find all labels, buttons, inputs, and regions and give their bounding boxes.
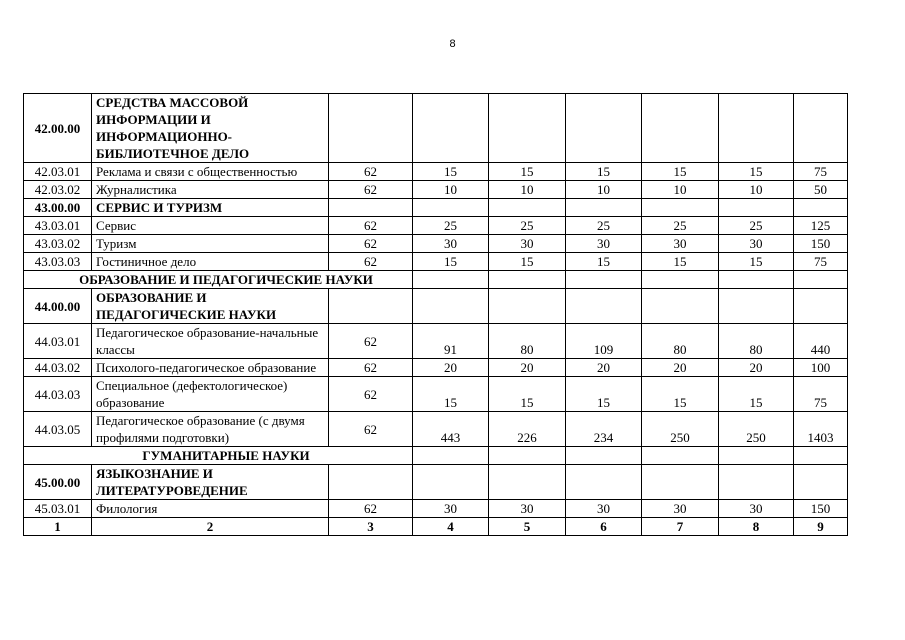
table-row (24, 163, 848, 181)
total-cell: 75 (794, 377, 848, 412)
program-name: Педагогическое образование (с двумя профилями подготовки) (92, 412, 329, 447)
column-number: 2 (92, 518, 329, 536)
program-code: 44.03.05 (24, 412, 92, 447)
value-cell: 10 (489, 181, 566, 199)
table-row (24, 217, 848, 235)
value-cell (489, 465, 566, 500)
study-term-cell: 62 (329, 163, 413, 181)
value-cell: 15 (413, 163, 489, 181)
value-cell: 80 (642, 324, 719, 359)
group-code: 45.00.00 (24, 465, 92, 500)
value-cell: 20 (413, 359, 489, 377)
program-name: Гостиничное дело (92, 253, 329, 271)
section-title: ГУМАНИТАРНЫЕ НАУКИ (24, 447, 413, 465)
program-code: 42.03.01 (24, 163, 92, 181)
value-cell (719, 465, 794, 500)
group-name: СРЕДСТВА МАССОВОЙ ИНФОРМАЦИИ И ИНФОРМАЦИОННО-БИБЛИОТЕЧНОЕ ДЕЛО (92, 94, 329, 163)
value-cell (642, 465, 719, 500)
program-name: Педагогическое образование-начальные классы (92, 324, 329, 359)
study-term-cell: 62 (329, 359, 413, 377)
column-number: 6 (566, 518, 642, 536)
total-cell: 150 (794, 500, 848, 518)
program-code: 42.03.02 (24, 181, 92, 199)
table-row (24, 253, 848, 271)
group-name: ЯЗЫКОЗНАНИЕ И ЛИТЕРАТУРОВЕДЕНИЕ (92, 465, 329, 500)
value-cell: 30 (642, 500, 719, 518)
total-cell: 50 (794, 181, 848, 199)
value-cell: 15 (413, 377, 489, 412)
group-code: 43.00.00 (24, 199, 92, 217)
column-number: 7 (642, 518, 719, 536)
total-cell (794, 289, 848, 324)
study-term-cell (329, 94, 413, 163)
page-number: 8 (449, 38, 456, 50)
value-cell: 10 (413, 181, 489, 199)
value-cell: 25 (719, 217, 794, 235)
table-row (24, 94, 848, 163)
value-cell (566, 289, 642, 324)
program-name: Сервис (92, 217, 329, 235)
total-cell (794, 94, 848, 163)
section-title: ОБРАЗОВАНИЕ И ПЕДАГОГИЧЕСКИЕ НАУКИ (24, 271, 413, 289)
value-cell: 25 (489, 217, 566, 235)
value-cell: 20 (719, 359, 794, 377)
value-cell: 10 (566, 181, 642, 199)
table-cell (642, 447, 719, 465)
total-cell: 440 (794, 324, 848, 359)
admission-plan-table (23, 93, 848, 536)
study-term-cell: 62 (329, 377, 413, 412)
value-cell: 91 (413, 324, 489, 359)
table-cell (719, 271, 794, 289)
column-number: 3 (329, 518, 413, 536)
table-row (24, 500, 848, 518)
table-cell (794, 271, 848, 289)
value-cell (489, 94, 566, 163)
table-row (24, 465, 848, 500)
study-term-cell: 62 (329, 253, 413, 271)
table-cell (566, 447, 642, 465)
value-cell: 30 (413, 500, 489, 518)
study-term-cell: 62 (329, 500, 413, 518)
value-cell: 109 (566, 324, 642, 359)
value-cell: 80 (489, 324, 566, 359)
total-cell: 75 (794, 253, 848, 271)
table-cell (413, 447, 489, 465)
program-name: Филология (92, 500, 329, 518)
total-cell (794, 465, 848, 500)
table-cell (489, 271, 566, 289)
program-code: 43.03.02 (24, 235, 92, 253)
value-cell: 30 (719, 500, 794, 518)
value-cell: 25 (642, 217, 719, 235)
table-row (24, 271, 848, 289)
program-name: Психолого-педагогическое образование (92, 359, 329, 377)
total-cell: 125 (794, 217, 848, 235)
value-cell: 15 (413, 253, 489, 271)
study-term-cell: 62 (329, 412, 413, 447)
study-term-cell (329, 465, 413, 500)
study-term-cell (329, 289, 413, 324)
value-cell: 15 (719, 377, 794, 412)
value-cell: 443 (413, 412, 489, 447)
value-cell: 15 (489, 377, 566, 412)
column-number: 5 (489, 518, 566, 536)
value-cell: 250 (642, 412, 719, 447)
value-cell (642, 199, 719, 217)
value-cell: 226 (489, 412, 566, 447)
group-name: СЕРВИС И ТУРИЗМ (92, 199, 329, 217)
program-name: Туризм (92, 235, 329, 253)
table-cell (719, 447, 794, 465)
value-cell: 30 (413, 235, 489, 253)
value-cell (642, 289, 719, 324)
value-cell (566, 465, 642, 500)
table-row (24, 359, 848, 377)
group-code: 44.00.00 (24, 289, 92, 324)
value-cell: 15 (642, 253, 719, 271)
value-cell (413, 465, 489, 500)
value-cell: 234 (566, 412, 642, 447)
value-cell: 30 (719, 235, 794, 253)
column-number: 1 (24, 518, 92, 536)
table-row (24, 181, 848, 199)
table-cell (489, 447, 566, 465)
column-number: 8 (719, 518, 794, 536)
value-cell (642, 94, 719, 163)
column-number: 4 (413, 518, 489, 536)
table-row (24, 199, 848, 217)
value-cell: 10 (719, 181, 794, 199)
table-row (24, 377, 848, 412)
value-cell (489, 289, 566, 324)
table-cell (794, 447, 848, 465)
program-code: 43.03.03 (24, 253, 92, 271)
total-cell (794, 199, 848, 217)
program-code: 44.03.02 (24, 359, 92, 377)
program-code: 45.03.01 (24, 500, 92, 518)
value-cell: 15 (566, 377, 642, 412)
value-cell (719, 94, 794, 163)
program-name: Специальное (дефектологическое) образование (92, 377, 329, 412)
program-name: Реклама и связи с общественностью (92, 163, 329, 181)
table-row (24, 447, 848, 465)
total-cell: 100 (794, 359, 848, 377)
column-number-row (24, 518, 848, 536)
value-cell: 30 (642, 235, 719, 253)
value-cell: 25 (566, 217, 642, 235)
value-cell (413, 94, 489, 163)
value-cell: 20 (642, 359, 719, 377)
program-name: Журналистика (92, 181, 329, 199)
value-cell: 15 (642, 377, 719, 412)
program-code: 44.03.03 (24, 377, 92, 412)
value-cell (566, 94, 642, 163)
table-row (24, 324, 848, 359)
program-code: 43.03.01 (24, 217, 92, 235)
total-cell: 1403 (794, 412, 848, 447)
value-cell: 30 (566, 500, 642, 518)
study-term-cell: 62 (329, 235, 413, 253)
value-cell (413, 289, 489, 324)
value-cell: 30 (489, 235, 566, 253)
value-cell: 25 (413, 217, 489, 235)
study-term-cell: 62 (329, 217, 413, 235)
value-cell (719, 199, 794, 217)
group-code: 42.00.00 (24, 94, 92, 163)
value-cell: 15 (566, 163, 642, 181)
value-cell: 15 (489, 253, 566, 271)
total-cell: 150 (794, 235, 848, 253)
value-cell (413, 199, 489, 217)
value-cell: 20 (489, 359, 566, 377)
value-cell (566, 199, 642, 217)
value-cell: 80 (719, 324, 794, 359)
value-cell: 30 (489, 500, 566, 518)
table-cell (642, 271, 719, 289)
value-cell: 15 (719, 163, 794, 181)
value-cell: 15 (566, 253, 642, 271)
table-row (24, 412, 848, 447)
group-name: ОБРАЗОВАНИЕ И ПЕДАГОГИЧЕСКИЕ НАУКИ (92, 289, 329, 324)
total-cell: 75 (794, 163, 848, 181)
value-cell (719, 289, 794, 324)
table-cell (413, 271, 489, 289)
table-row (24, 289, 848, 324)
value-cell: 20 (566, 359, 642, 377)
program-code: 44.03.01 (24, 324, 92, 359)
value-cell: 15 (489, 163, 566, 181)
table-cell (566, 271, 642, 289)
value-cell (489, 199, 566, 217)
value-cell: 15 (642, 163, 719, 181)
value-cell: 250 (719, 412, 794, 447)
study-term-cell (329, 199, 413, 217)
value-cell: 10 (642, 181, 719, 199)
study-term-cell: 62 (329, 181, 413, 199)
column-number: 9 (794, 518, 848, 536)
study-term-cell: 62 (329, 324, 413, 359)
value-cell: 15 (719, 253, 794, 271)
table-row (24, 235, 848, 253)
value-cell: 30 (566, 235, 642, 253)
